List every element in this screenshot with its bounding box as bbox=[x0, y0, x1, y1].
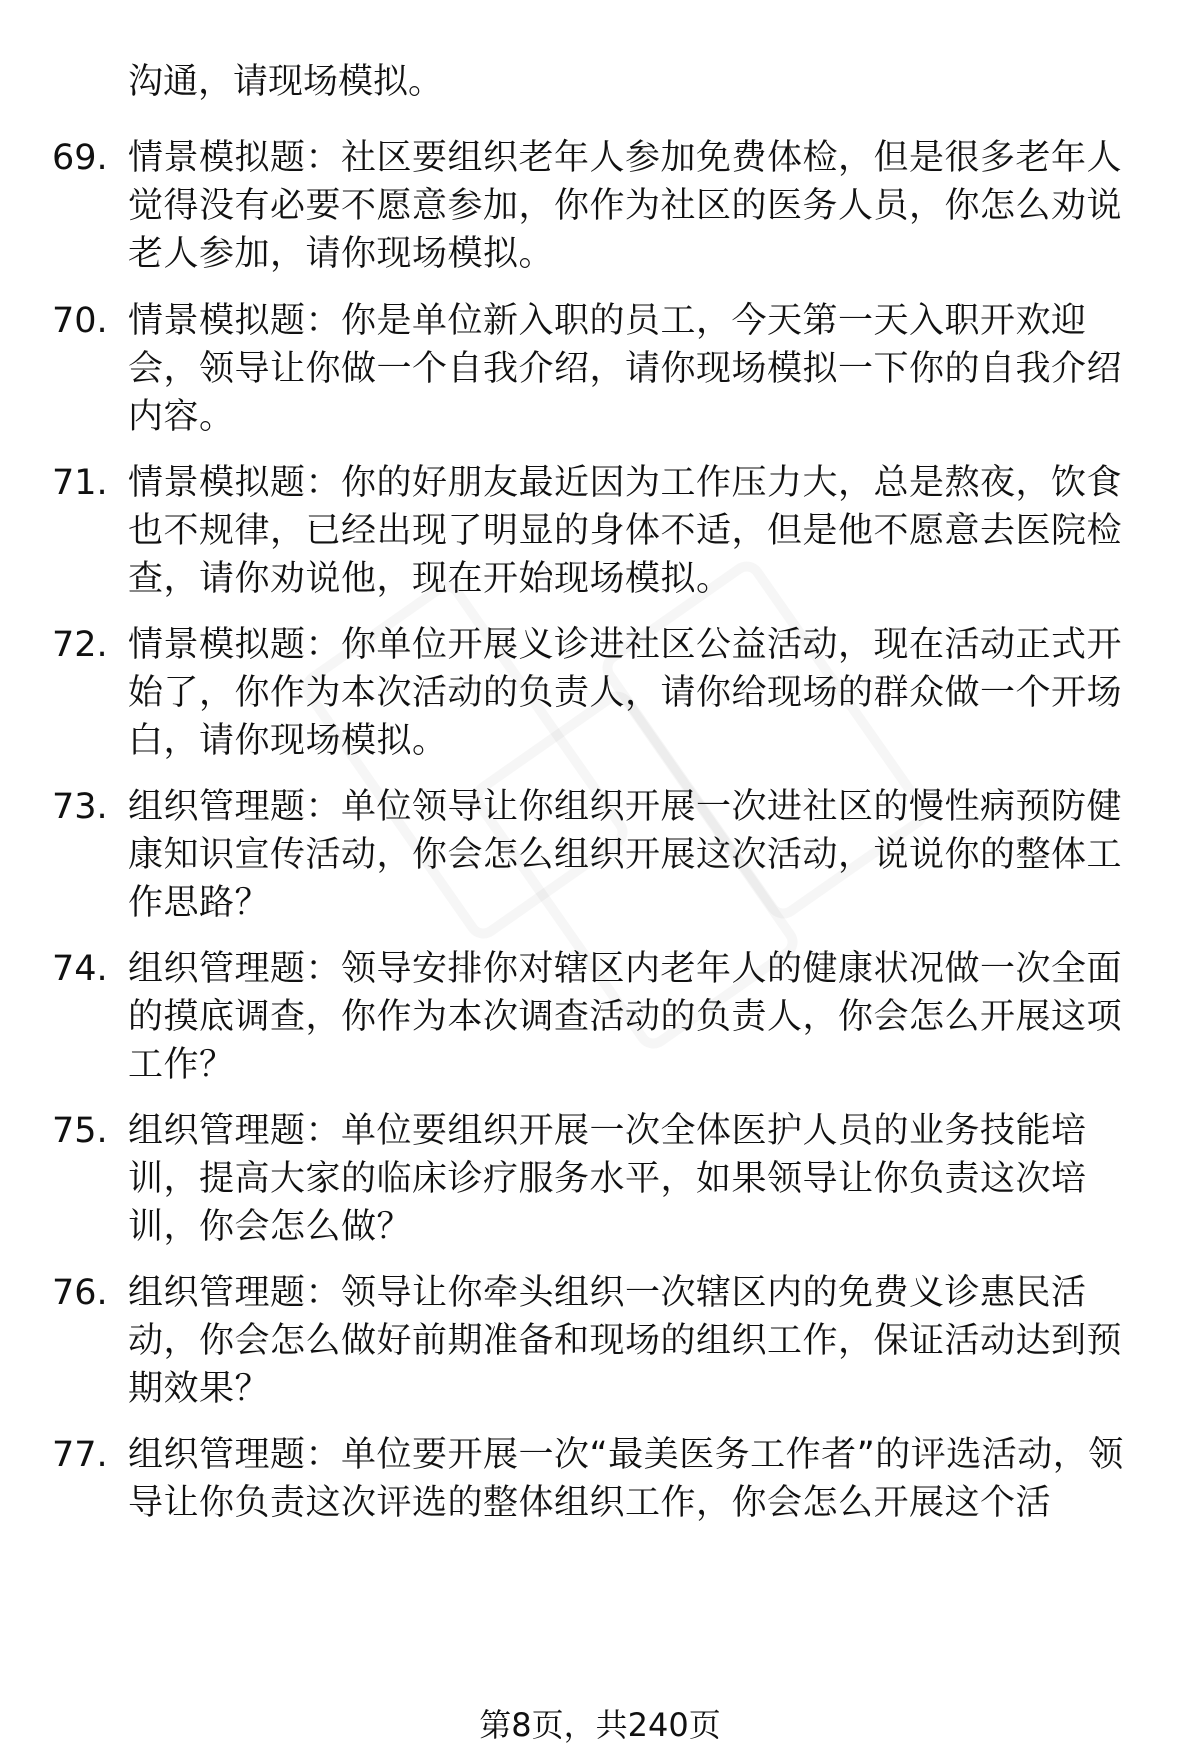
item-number: 71. bbox=[52, 463, 108, 503]
item-text: 组织管理题：单位领导让你组织开展一次进社区的慢性病预防健康知识宣传活动，你会怎么组织开展这次活动，说说你的整体工作思路？ bbox=[128, 787, 1123, 923]
item-text: 情景模拟题：你单位开展义诊进社区公益活动，现在活动正式开始了，你作为本次活动的负责人，请你给现场的群众做一个开场白，请你现场模拟。 bbox=[128, 625, 1123, 761]
list-item bbox=[0, 1431, 1200, 1527]
item-number: 73. bbox=[52, 787, 108, 827]
item-text: 组织管理题：领导安排你对辖区内老年人的健康状况做一次全面的摸底调查，你作为本次调查活动的负责人，你会怎么开展这项工作？ bbox=[128, 949, 1123, 1085]
item-number: 74. bbox=[52, 949, 108, 989]
continued-text: 沟通，请现场模拟。 bbox=[128, 62, 444, 102]
item-number: 69. bbox=[52, 138, 108, 178]
item-text: 情景模拟题：你是单位新入职的员工，今天第一天入职开欢迎会，领导让你做一个自我介绍，请你现场模拟一下你的自我介绍内容。 bbox=[128, 301, 1123, 437]
item-number: 77. bbox=[52, 1435, 108, 1475]
item-text: 组织管理题：单位要组织开展一次全体医护人员的业务技能培训，提高大家的临床诊疗服务水平，如果领导让你负责这次培训，你会怎么做？ bbox=[128, 1111, 1087, 1247]
item-text: 组织管理题：领导让你牵头组织一次辖区内的免费义诊惠民活动，你会怎么做好前期准备和现场的组织工作，保证活动达到预期效果？ bbox=[128, 1273, 1123, 1409]
item-number: 76. bbox=[52, 1273, 108, 1313]
page-footer: 第8页，共240页 bbox=[479, 1706, 721, 1744]
item-text: 情景模拟题：你的好朋友最近因为工作压力大，总是熬夜，饮食也不规律，已经出现了明显的身体不适，但是他不愿意去医院检查，请你劝说他，现在开始现场模拟。 bbox=[128, 463, 1123, 599]
item-number: 70. bbox=[52, 301, 108, 341]
item-number: 72. bbox=[52, 625, 108, 665]
item-text: 组织管理题：单位要开展一次“最美医务工作者”的评选活动，领导让你负责这次评选的整体组织工作，你会怎么开展这个活 bbox=[128, 1435, 1124, 1523]
item-number: 75. bbox=[52, 1111, 108, 1151]
item-text: 情景模拟题：社区要组织老年人参加免费体检，但是很多老年人觉得没有必要不愿意参加，你作为社区的医务人员，你怎么劝说老人参加，请你现场模拟。 bbox=[128, 138, 1123, 274]
